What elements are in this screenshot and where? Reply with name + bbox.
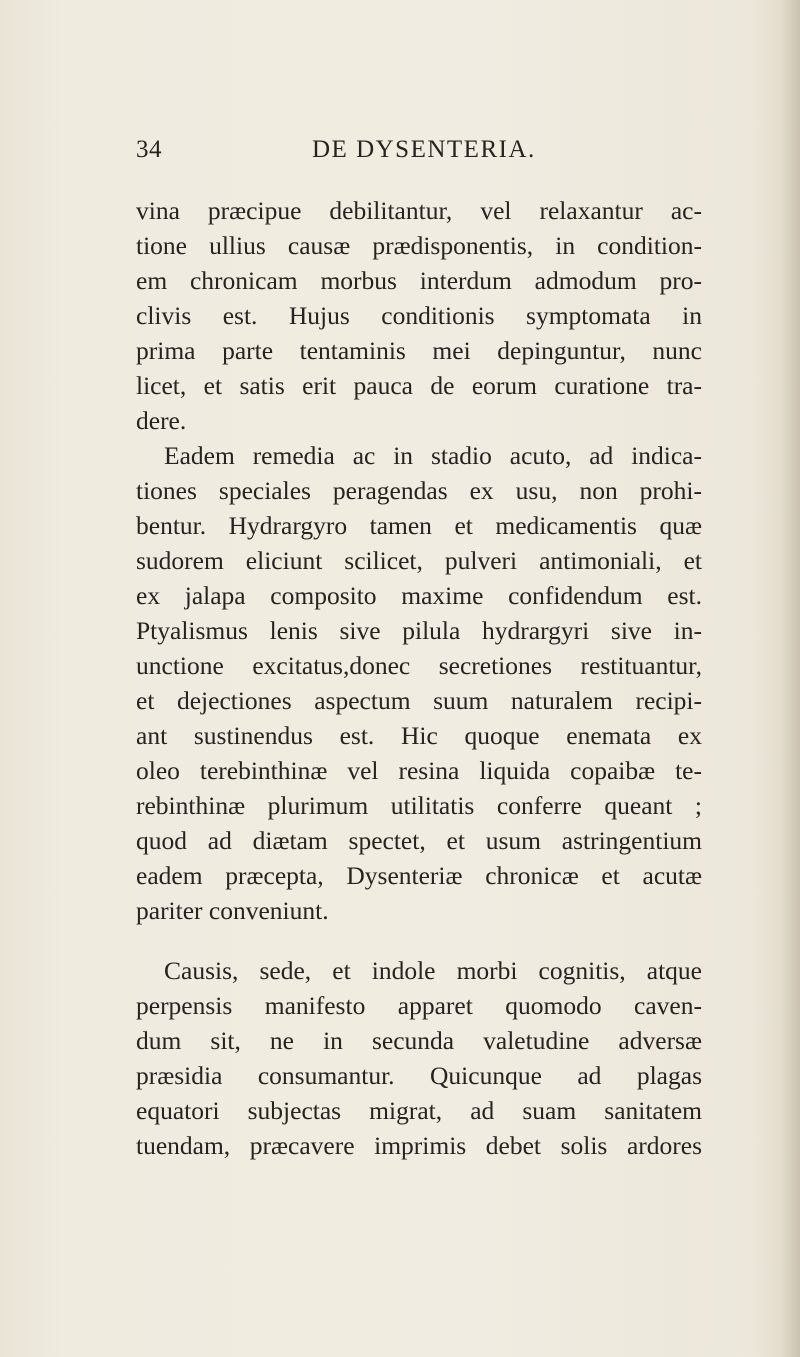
text-line: tione ullius causæ prædisponentis, in condition-	[136, 231, 702, 260]
text-line: equatori subjectas migrat, ad suam sanitatem	[136, 1096, 702, 1125]
paragraph-3	[136, 953, 702, 1163]
text-line: bentur. Hydrargyro tamen et medicamentis quæ	[136, 511, 702, 540]
text-line: prima parte tentaminis mei depinguntur, nunc	[136, 336, 702, 365]
text-line: sudorem eliciunt scilicet, pulveri antimoniali, et	[136, 546, 702, 575]
text-line: tiones speciales peragendas ex usu, non prohi-	[136, 476, 702, 505]
text-line: Ptyalismus lenis sive pilula hydrargyri sive in-	[136, 616, 702, 645]
text-line: oleo terebinthinæ vel resina liquida copaibæ te-	[136, 756, 702, 785]
text-line: tuendam, præcavere imprimis debet solis ardores	[136, 1131, 702, 1160]
text-line: licet, et satis erit pauca de eorum curatione tra-	[136, 371, 702, 400]
paragraph-1	[136, 193, 702, 438]
paragraph-2	[136, 438, 702, 928]
text-line: Causis, sede, et indole morbi cognitis, atque	[164, 956, 702, 985]
text-line: præsidia consumantur. Quicunque ad plagas	[136, 1061, 702, 1090]
text-line: pariter conveniunt.	[136, 896, 329, 925]
text-line: perpensis manifesto apparet quomodo caven-	[136, 991, 702, 1020]
text-line: ant sustinendus est. Hic quoque enemata ex	[136, 721, 702, 750]
text-line: clivis est. Hujus conditionis symptomata in	[136, 301, 702, 330]
running-head: DE DYSENTERIA.	[312, 136, 536, 163]
text-line: dum sit, ne in secunda valetudine adversæ	[136, 1026, 702, 1055]
text-line: ex jalapa composito maxime confidendum est.	[136, 581, 702, 610]
body-text	[136, 193, 702, 1163]
text-line: unctione excitatus,donec secretiones restituantur,	[136, 651, 702, 680]
text-line: rebinthinæ plurimum utilitatis conferre queant ;	[136, 791, 702, 820]
paragraph-gap	[136, 928, 702, 953]
page-number: 34	[136, 136, 162, 163]
text-line: quod ad diætam spectet, et usum astringentium	[136, 826, 702, 855]
text-line: em chronicam morbus interdum admodum pro-	[136, 266, 702, 295]
text-line: vina præcipue debilitantur, vel relaxantur ac-	[136, 196, 702, 225]
text-line: dere.	[136, 406, 187, 435]
text-line: eadem præcepta, Dysenteriæ chronicæ et acutæ	[136, 861, 702, 890]
text-line: Eadem remedia ac in stadio acuto, ad indica-	[164, 441, 702, 470]
page-edge-shadow	[782, 0, 800, 1357]
page-header	[0, 136, 800, 176]
text-line: et dejectiones aspectum suum naturalem recipi-	[136, 686, 702, 715]
